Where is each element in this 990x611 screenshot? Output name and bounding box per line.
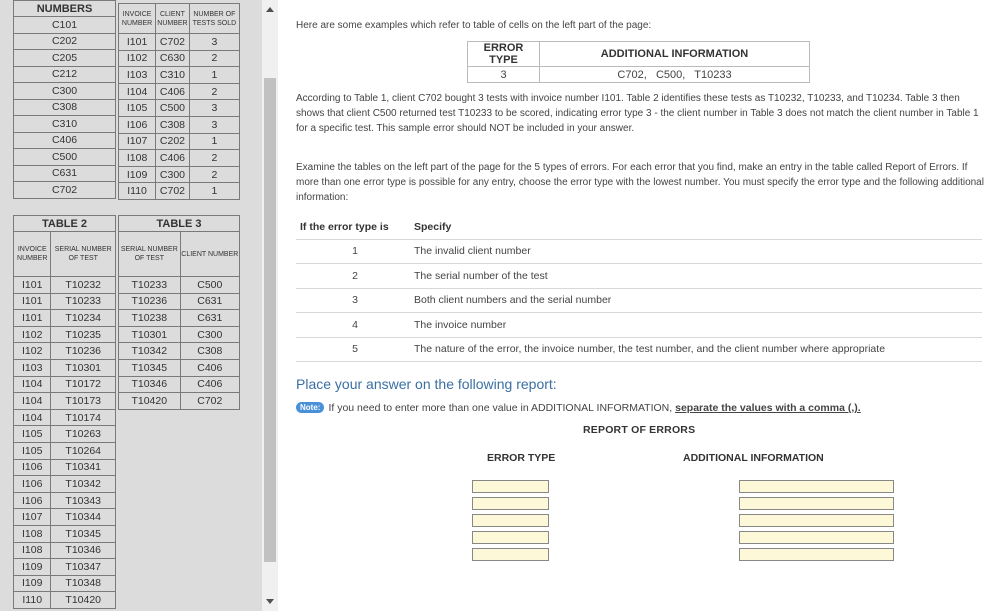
- table-row: [14, 442, 116, 459]
- table-row: [119, 277, 240, 294]
- additional-info-input-2[interactable]: [739, 497, 894, 510]
- table-row: [14, 132, 116, 149]
- table-row: [119, 359, 240, 376]
- invoice-number-cell: I101: [14, 293, 51, 310]
- tests-sold-cell: 1: [189, 183, 239, 200]
- serial-number-cell: T10420: [119, 393, 181, 410]
- tests-sold-cell: 1: [189, 67, 239, 84]
- additional-info-input-3[interactable]: [739, 514, 894, 527]
- spec-header-type: If the error type is: [296, 215, 414, 239]
- serial-number-cell: T10264: [51, 442, 116, 459]
- explanation-text: According to Table 1, client C702 bought 3 tests with invoice number I101. Table 2 identifies these tests as T10232, T10233, and T10234. Table 3 then shows that client C500 returned test T10233 to be scored, indicating error type 3 - the client number in Table 3 does not match the client number in Table 1 for a specific test. This sample error should NOT be included in your answer.: [296, 93, 979, 134]
- spec-error-type-cell: 2: [296, 264, 414, 289]
- vertical-scrollbar[interactable]: [262, 0, 278, 611]
- table-row: [14, 542, 116, 559]
- tests-sold-cell: 3: [189, 34, 239, 51]
- invoice-number-cell: I108: [14, 525, 51, 542]
- client-number-cell: C631: [180, 310, 239, 327]
- serial-number-cell: T10238: [119, 310, 181, 327]
- additional-info-input-5[interactable]: [739, 548, 894, 561]
- table-row: [14, 165, 116, 182]
- table-row: [14, 559, 116, 576]
- invoice-number-cell: I108: [14, 542, 51, 559]
- client-number-cell: C310: [156, 67, 190, 84]
- invoice-number-cell: I102: [119, 50, 156, 67]
- table-row: [14, 426, 116, 443]
- table-row: [296, 337, 982, 362]
- serial-number-cell: T10234: [51, 310, 116, 327]
- table-row: [296, 313, 982, 338]
- serial-number-cell: T10344: [51, 509, 116, 526]
- serial-number-cell: T10174: [51, 409, 116, 426]
- invoice-table-header: NUMBER OF TESTS SOLD: [189, 4, 239, 34]
- note-line: [296, 402, 861, 414]
- table-row: [14, 376, 116, 393]
- example-table: [467, 41, 810, 83]
- spec-specify-cell: Both client numbers and the serial number: [414, 288, 982, 313]
- spec-specify-cell: The nature of the error, the invoice number, the test number, and the client number where appropriate: [414, 337, 982, 362]
- invoice-number-cell: I102: [14, 343, 51, 360]
- client-number-cell: C406: [14, 132, 116, 149]
- invoice-number-cell: I106: [14, 492, 51, 509]
- example-additional-info-value: C702, C500, T10233: [540, 67, 810, 83]
- table-row: [119, 183, 240, 200]
- table-2-title-row: [14, 216, 116, 232]
- invoice-number-cell: I105: [14, 426, 51, 443]
- invoice-number-cell: I106: [14, 459, 51, 476]
- invoice-number-cell: I102: [14, 326, 51, 343]
- table-1-invoices: [118, 3, 240, 200]
- table-row: [14, 409, 116, 426]
- table-row: [119, 50, 240, 67]
- table-row: [14, 116, 116, 133]
- spec-specify-cell: The invalid client number: [414, 239, 982, 264]
- serial-number-cell: T10342: [119, 343, 181, 360]
- table-row: [119, 166, 240, 183]
- client-number-cell: C406: [156, 150, 190, 167]
- tests-sold-cell: 2: [189, 50, 239, 67]
- error-type-input-4[interactable]: [472, 531, 549, 544]
- table-row: [119, 150, 240, 167]
- tests-sold-cell: 2: [189, 166, 239, 183]
- table-row: [14, 310, 116, 327]
- table-row: [119, 393, 240, 410]
- table-row: [119, 133, 240, 150]
- invoice-table-header-row: [119, 4, 240, 34]
- report-title: REPORT OF ERRORS: [583, 424, 696, 436]
- invoice-number-cell: I109: [119, 166, 156, 183]
- invoice-table-header: INVOICE NUMBER: [119, 4, 156, 34]
- table-row: [14, 575, 116, 592]
- serial-number-cell: T10235: [51, 326, 116, 343]
- invoice-number-cell: I104: [14, 376, 51, 393]
- client-number-cell: C631: [180, 293, 239, 310]
- table-row: [14, 459, 116, 476]
- table-2-header: INVOICE NUMBER: [14, 232, 51, 277]
- invoice-number-cell: I103: [119, 67, 156, 84]
- table-row: [14, 149, 116, 166]
- table-2-header-row: [14, 232, 116, 277]
- client-number-cell: C300: [156, 166, 190, 183]
- serial-number-cell: T10345: [119, 359, 181, 376]
- serial-number-cell: T10348: [51, 575, 116, 592]
- invoice-number-cell: I104: [119, 83, 156, 100]
- invoice-number-cell: I103: [14, 359, 51, 376]
- serial-number-cell: T10236: [119, 293, 181, 310]
- tests-sold-cell: 1: [189, 133, 239, 150]
- client-number-cell: C500: [14, 149, 116, 166]
- invoice-number-cell: I101: [14, 277, 51, 294]
- table-row: [14, 99, 116, 116]
- invoice-number-cell: I101: [119, 34, 156, 51]
- serial-number-cell: T10236: [51, 343, 116, 360]
- table-row: [14, 509, 116, 526]
- client-number-cell: C300: [14, 83, 116, 100]
- table-3-title: TABLE 3: [119, 216, 240, 232]
- scrollbar-thumb[interactable]: [264, 78, 276, 562]
- client-number-cell: C702: [180, 393, 239, 410]
- spec-specify-cell: The invoice number: [414, 313, 982, 338]
- client-number-cell: C205: [14, 50, 116, 67]
- invoice-number-cell: I105: [14, 442, 51, 459]
- client-number-cell: C702: [14, 182, 116, 199]
- table-row: [14, 393, 116, 410]
- table-row: [296, 288, 982, 313]
- table-row: [14, 525, 116, 542]
- serial-number-cell: T10301: [119, 326, 181, 343]
- error-type-input-3[interactable]: [472, 514, 549, 527]
- intro-text: Here are some examples which refer to table of cells on the left part of the page:: [296, 20, 652, 31]
- note-badge: Note:: [296, 402, 324, 413]
- client-number-cell: C406: [180, 359, 239, 376]
- spec-error-type-cell: 4: [296, 313, 414, 338]
- table-row: [119, 343, 240, 360]
- serial-number-cell: T10420: [51, 592, 116, 609]
- client-number-cell: C630: [156, 50, 190, 67]
- serial-number-cell: T10233: [51, 293, 116, 310]
- table-row: [14, 476, 116, 493]
- table-row: [119, 67, 240, 84]
- table-row: [119, 293, 240, 310]
- table-row: [14, 343, 116, 360]
- error-type-spec-table: [296, 215, 982, 362]
- table-row: [14, 66, 116, 83]
- table-3-header-row: [119, 232, 240, 277]
- invoice-number-cell: I104: [14, 393, 51, 410]
- table-row: [14, 359, 116, 376]
- serial-number-cell: T10346: [119, 376, 181, 393]
- table-row: [14, 33, 116, 50]
- table-row: [14, 492, 116, 509]
- table-3-title-row: [119, 216, 240, 232]
- serial-number-cell: T10233: [119, 277, 181, 294]
- invoice-table-header: CLIENT NUMBER: [156, 4, 190, 34]
- report-header-additional-info: ADDITIONAL INFORMATION: [683, 452, 824, 464]
- table-2-header: SERIAL NUMBER OF TEST: [51, 232, 116, 277]
- tests-sold-cell: 2: [189, 150, 239, 167]
- table-2-title: TABLE 2: [14, 216, 116, 232]
- client-number-cell: C631: [14, 165, 116, 182]
- serial-number-cell: T10346: [51, 542, 116, 559]
- spec-header-specify: Specify: [414, 215, 982, 239]
- tests-sold-cell: 2: [189, 83, 239, 100]
- spec-error-type-cell: 3: [296, 288, 414, 313]
- scroll-up-icon[interactable]: [266, 7, 274, 12]
- example-header-additional-info: ADDITIONAL INFORMATION: [540, 42, 810, 67]
- serial-number-cell: T10347: [51, 559, 116, 576]
- table-3-header: SERIAL NUMBER OF TEST: [119, 232, 181, 277]
- table-3-header: CLIENT NUMBER: [180, 232, 239, 277]
- serial-number-cell: T10173: [51, 393, 116, 410]
- spec-header-row: [296, 215, 982, 239]
- table-2: [13, 215, 116, 609]
- invoice-number-cell: I106: [119, 116, 156, 133]
- client-number-cell: C101: [14, 17, 116, 34]
- invoice-number-cell: I107: [119, 133, 156, 150]
- invoice-number-cell: I105: [119, 100, 156, 117]
- client-number-cell: C702: [156, 183, 190, 200]
- client-number-cell: C500: [156, 100, 190, 117]
- error-type-input-2[interactable]: [472, 497, 549, 510]
- invoice-number-cell: I101: [14, 310, 51, 327]
- serial-number-cell: T10345: [51, 525, 116, 542]
- table-row: [14, 50, 116, 67]
- additional-info-input-4[interactable]: [739, 531, 894, 544]
- place-answer-heading: Place your answer on the following report:: [296, 376, 557, 392]
- table-row: [14, 326, 116, 343]
- table-row: [119, 83, 240, 100]
- invoice-number-cell: I109: [14, 559, 51, 576]
- table-row: [14, 277, 116, 294]
- table-row: [14, 83, 116, 100]
- table-row: [119, 116, 240, 133]
- table-1-title: NUMBERS: [14, 1, 116, 17]
- invoice-number-cell: I110: [14, 592, 51, 609]
- table-row: [119, 34, 240, 51]
- example-error-type-value: 3: [468, 67, 540, 83]
- note-emphasis: separate the values with a comma (,).: [675, 402, 861, 414]
- table-row: [14, 182, 116, 199]
- spec-specify-cell: The serial number of the test: [414, 264, 982, 289]
- serial-number-cell: T10341: [51, 459, 116, 476]
- report-header-error-type: ERROR TYPE: [487, 452, 556, 464]
- client-number-cell: C702: [156, 34, 190, 51]
- table-row: [14, 17, 116, 34]
- table-row: [119, 376, 240, 393]
- note-text: If you need to enter more than one value in ADDITIONAL INFORMATION,: [328, 402, 676, 414]
- invoice-number-cell: I109: [14, 575, 51, 592]
- spec-error-type-cell: 1: [296, 239, 414, 264]
- client-number-cell: C310: [14, 116, 116, 133]
- serial-number-cell: T10301: [51, 359, 116, 376]
- table-row: [14, 293, 116, 310]
- table-1-header-row: [14, 1, 116, 17]
- client-number-cell: C202: [14, 33, 116, 50]
- table-3: [118, 215, 240, 410]
- table-row: [119, 100, 240, 117]
- instructions-text: Examine the tables on the left part of the page for the 5 types of errors. For each error that you find, make an entry in the table called Report of Errors. If more than one error type is possible for any entry, choose the error type with the lowest number. You must specify the error type and the following additional information:: [296, 162, 984, 203]
- table-row: [296, 239, 982, 264]
- table-row: [119, 310, 240, 327]
- left-tables-panel: [0, 0, 262, 611]
- client-number-cell: C212: [14, 66, 116, 83]
- tests-sold-cell: 3: [189, 116, 239, 133]
- error-type-input-5[interactable]: [472, 548, 549, 561]
- error-type-input-1[interactable]: [472, 480, 549, 493]
- client-number-cell: C308: [156, 116, 190, 133]
- table-1-numbers: [13, 0, 116, 199]
- invoice-number-cell: I110: [119, 183, 156, 200]
- table-row: [296, 264, 982, 289]
- scroll-down-icon[interactable]: [266, 599, 274, 604]
- client-number-cell: C308: [180, 343, 239, 360]
- tests-sold-cell: 3: [189, 100, 239, 117]
- serial-number-cell: T10342: [51, 476, 116, 493]
- invoice-number-cell: I106: [14, 476, 51, 493]
- client-number-cell: C500: [180, 277, 239, 294]
- client-number-cell: C406: [156, 83, 190, 100]
- serial-number-cell: T10343: [51, 492, 116, 509]
- client-number-cell: C300: [180, 326, 239, 343]
- client-number-cell: C202: [156, 133, 190, 150]
- client-number-cell: C406: [180, 376, 239, 393]
- serial-number-cell: T10232: [51, 277, 116, 294]
- invoice-number-cell: I107: [14, 509, 51, 526]
- table-row: [14, 592, 116, 609]
- spec-error-type-cell: 5: [296, 337, 414, 362]
- serial-number-cell: T10172: [51, 376, 116, 393]
- example-header-error-type: ERROR TYPE: [468, 42, 540, 67]
- client-number-cell: C308: [14, 99, 116, 116]
- table-row: [119, 326, 240, 343]
- serial-number-cell: T10263: [51, 426, 116, 443]
- invoice-number-cell: I104: [14, 409, 51, 426]
- additional-info-input-1[interactable]: [739, 480, 894, 493]
- invoice-number-cell: I108: [119, 150, 156, 167]
